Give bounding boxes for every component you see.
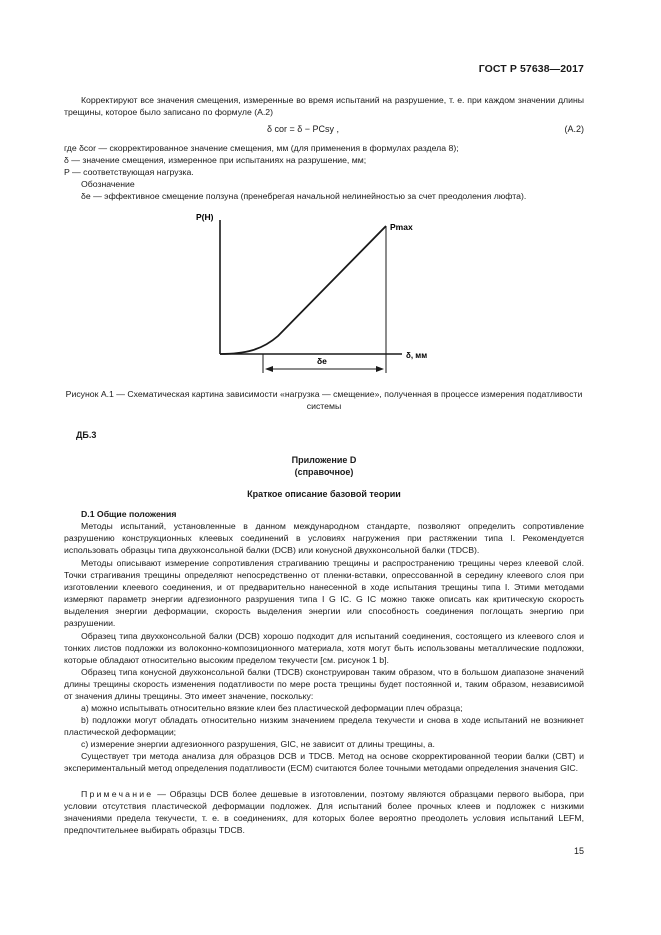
delta-e-label: δe (317, 356, 327, 366)
appendix-title: Приложение D (291, 455, 357, 465)
where-line-2: δ — значение смещения, измеренное при испытаниях на разрушение, мм; (64, 155, 367, 165)
note-text: — Образцы DCB более дешевые в изготовлении, поэтому являются образцами первого выбора, при условии отсутствия пластической деформации подложек. Для испытаний более прочных клеев и подложек с низкими значениями предела текучести, т. е. в соединениях, для которых более вероятно преодолеть условия испытаний LEFM, предпочтительнее выбирать образцы TDCB. (64, 789, 584, 836)
d1-list-a: а) можно испытывать относительно вязкие клеи без пластической деформации плеч образца; (81, 703, 463, 713)
y-axis-label: P(Н) (196, 212, 214, 222)
intro-paragraph: Корректируют все значения смещения, измеренные во время испытаний на разрушение, т. е. при каждом значении длины трещины, которое было записано по формуле (А.2) (64, 95, 584, 118)
d1-list-c: с) измерение энергии адгезионного разрушения, GIC, не зависит от длины трещины, a. (81, 739, 435, 749)
d1-paragraph-5: Существует три метода анализа для образцов DCB и TDCB. Метод на основе скорректированной теории балки (CBT) и экспериментальный метод определения податливости (ECM) считаются более точными методами определения значения GIC. (64, 751, 584, 774)
section-label: ДБ.3 (76, 430, 97, 440)
appendix-heading: Краткое описание базовой теории (247, 489, 401, 499)
standard-header: ГОСТ Р 57638—2017 (478, 63, 584, 75)
load-curve (220, 226, 386, 354)
d1-note (64, 788, 584, 836)
d1-paragraph-1: Методы испытаний, установленные в данном международном стандарте, позволяют определить сопротивление разрушению конструкционных клеевых соединений в условиях нагружения при растяжении типа I. Рекомендуется использовать образцы типа двухконсольной балки (DCB) или конусной двухконсольной балки (TDCB). (64, 521, 584, 556)
notation-heading: Обозначение (81, 179, 135, 189)
d1-heading: D.1 Общие положения (81, 509, 177, 519)
formula-a2: δ cor = δ − PCsy , (267, 124, 340, 134)
where-line-1: где δcor — скорректированное значение смещения, мм (для применения в формулах раздела 8); (64, 143, 459, 153)
appendix-subtitle: (справочное) (294, 467, 354, 477)
d1-paragraph-4: Образец типа конусной двухконсольной балки (TDCB) сконструирован таким образом, что в большом диапазоне значений длины трещины скорость изменения податливости по мере роста трещины будет постоянной и, таким образом, независимой от значения длины трещины. Это имеет значение, поскольку: (64, 667, 584, 702)
load-displacement-figure (190, 208, 450, 383)
notation-line: δe — эффективное смещение ползуна (пренебрегая начальной нелинейностью за счет преодоления люфта). (81, 191, 527, 201)
figure-caption: Рисунок А.1 — Схематическая картина зависимости «нагрузка — смещение», полученная в процессе измерения податливости системы (65, 389, 583, 411)
page-number: 15 (573, 846, 584, 856)
peak-label: Pmax (390, 222, 413, 232)
x-axis-label: δ, мм (406, 351, 428, 360)
formula-number: (А.2) (564, 124, 584, 134)
d1-list-b: b) подложки могут обладать относительно низким значением предела текучести и снова в ходе испытаний не возникнет пластической деформации; (64, 715, 584, 738)
d1-paragraph-2: Методы описывают измерение сопротивления страгиванию трещины и распространению трещины через клеевой слой. Точки страгивания трещины определяют непосредственно от пленки-вставки, опрессованной в середину клеевого слоя при изготовлении клеевого соединения, и от предварительно нанесенной в ходе испытания трещины типа I. Этими методами измеряют параметр энергии адгезионного разрушения типа I G IC. G IC можно также описать как критическую скорость выделения энергии деформации, скорость выделения энергии или способность соединения поглощать энергию при разрушении. (64, 558, 584, 629)
where-line-3: P — соответствующая нагрузка. (64, 167, 194, 177)
note-label: Примечание (81, 789, 154, 799)
d1-paragraph-3: Образец типа двухконсольной балки (DCB) хорошо подходит для испытаний соединения, состоящего из клеевого слоя и тонких листов подложки из волоконно-композиционного материала, хотя могут быть использованы металлические подложки, которые обладают относительно высоким пределом текучести [см. рисунок 1 b]. (64, 631, 584, 666)
